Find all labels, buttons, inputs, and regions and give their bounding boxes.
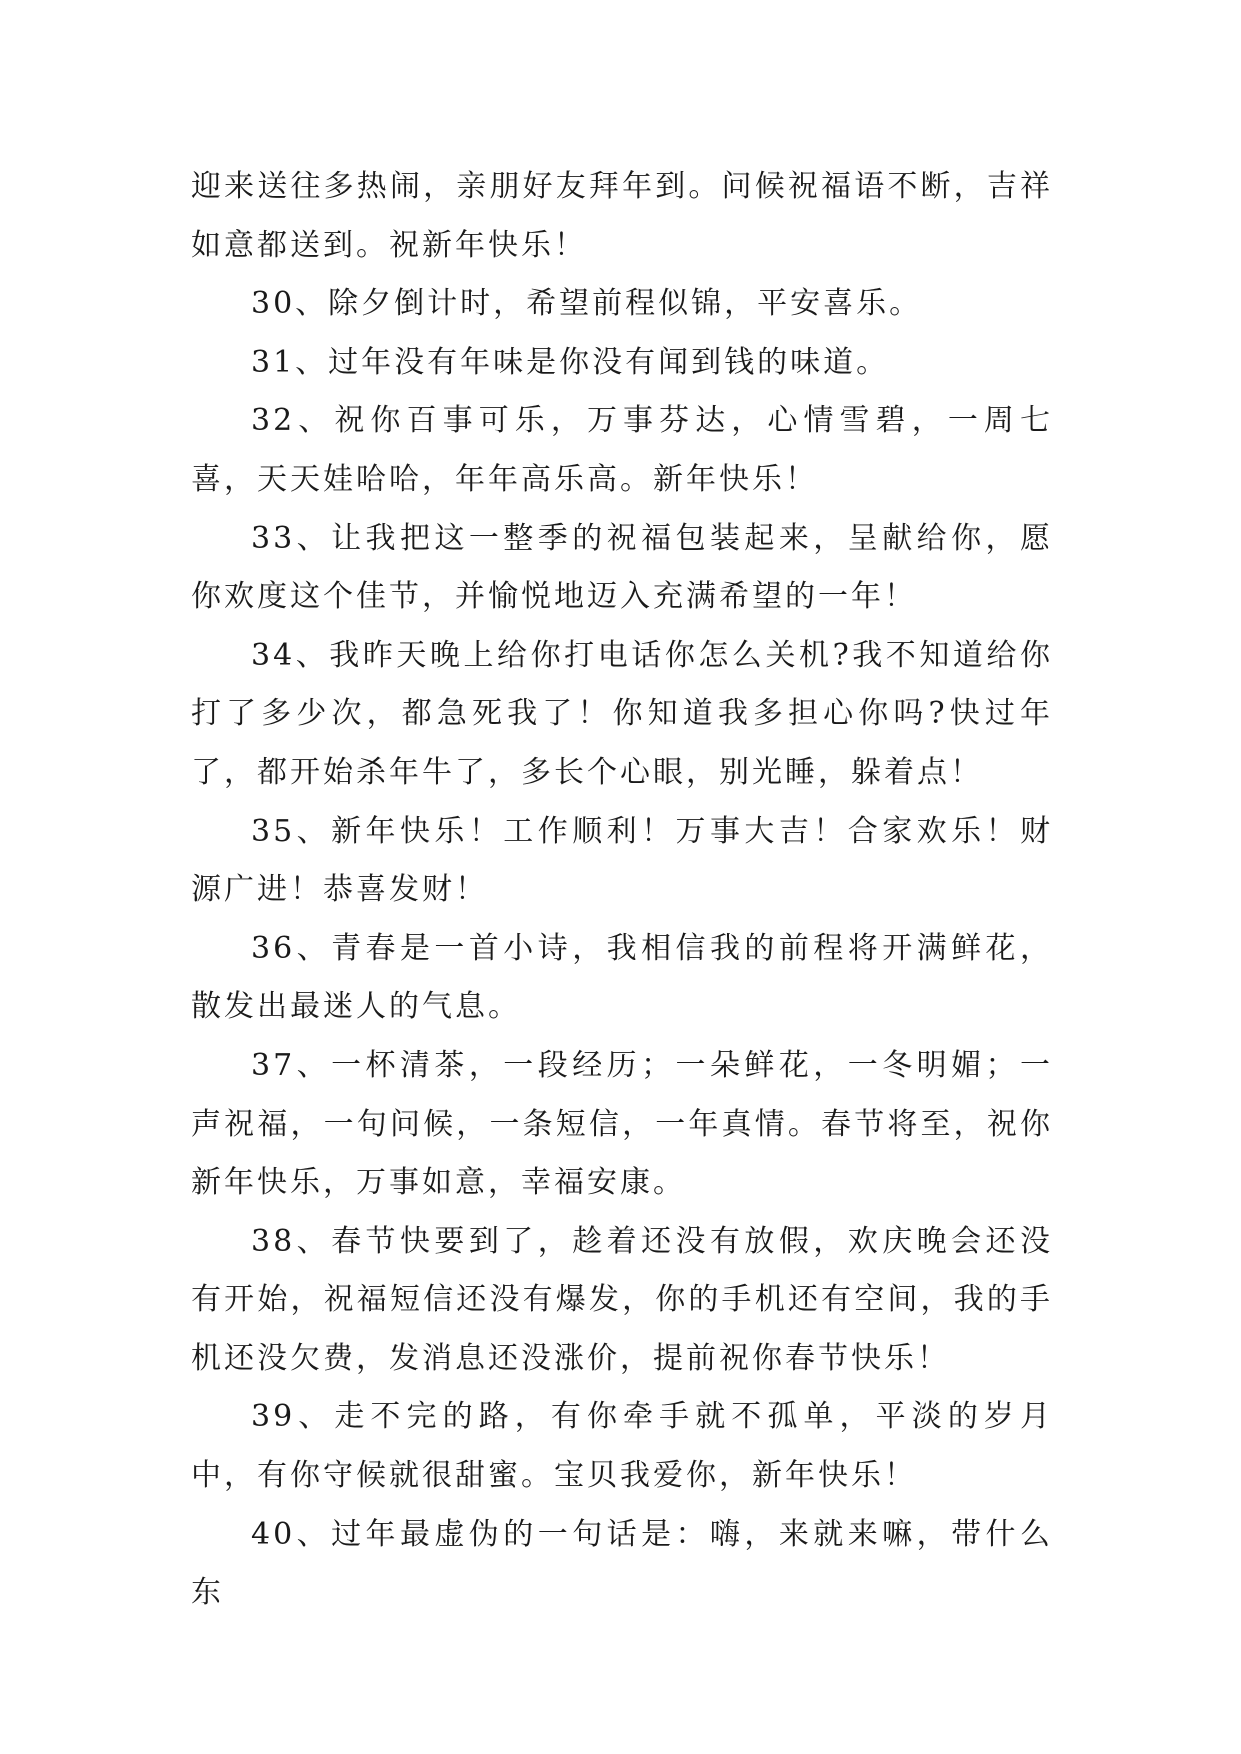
paragraph: 32、祝你百事可乐，万事芬达，心情雪碧，一周七喜，天天娃哈哈，年年高乐高。新年快乐！ [191, 403, 1053, 497]
paragraph: 39、走不完的路，有你牵手就不孤单，平淡的岁月中，有你守候就很甜蜜。宝贝我爱你，新年快乐！ [191, 1399, 1053, 1494]
paragraph: 35、新年快乐！工作顺利！万事大吉！合家欢乐！财源广进！恭喜发财！ [191, 813, 1053, 908]
paragraph: 30、除夕倒计时，希望前程似锦，平安喜乐。 [251, 286, 923, 322]
paragraph: 37、一杯清茶，一段经历；一朵鲜花，一冬明媚；一声祝福，一句问候，一条短信，一年真情。春节将至，祝你新年快乐，万事如意，幸福安康。 [191, 1047, 1053, 1201]
paragraph: 31、过年没有年味是你没有闻到钱的味道。 [251, 344, 890, 380]
document-body [191, 158, 1053, 1623]
paragraph: 40、过年最虚伪的一句话是：嗨，来就来嘛，带什么东 [191, 1516, 1053, 1611]
paragraph: 38、春节快要到了，趁着还没有放假，欢庆晚会还没有开始，祝福短信还没有爆发，你的手机还有空间，我的手机还没欠费，发消息还没涨价，提前祝你春节快乐！ [191, 1223, 1053, 1376]
paragraph: 36、青春是一首小诗，我相信我的前程将开满鲜花，散发出最迷人的气息。 [191, 930, 1053, 1025]
paragraph: 33、让我把这一整季的祝福包装起来，呈献给你，愿你欢度这个佳节，并愉悦地迈入充满希望的一年！ [191, 520, 1053, 615]
paragraph: 34、我昨天晚上给你打电话你怎么关机?我不知道给你打了多少次，都急死我了！你知道我多担心你吗?快过年了，都开始杀年牛了，多长个心眼，别光睡，躲着点！ [191, 637, 1053, 790]
paragraph: 迎来送往多热闹，亲朋好友拜年到。问候祝福语不断，吉祥如意都送到。祝新年快乐！ [191, 169, 1053, 263]
